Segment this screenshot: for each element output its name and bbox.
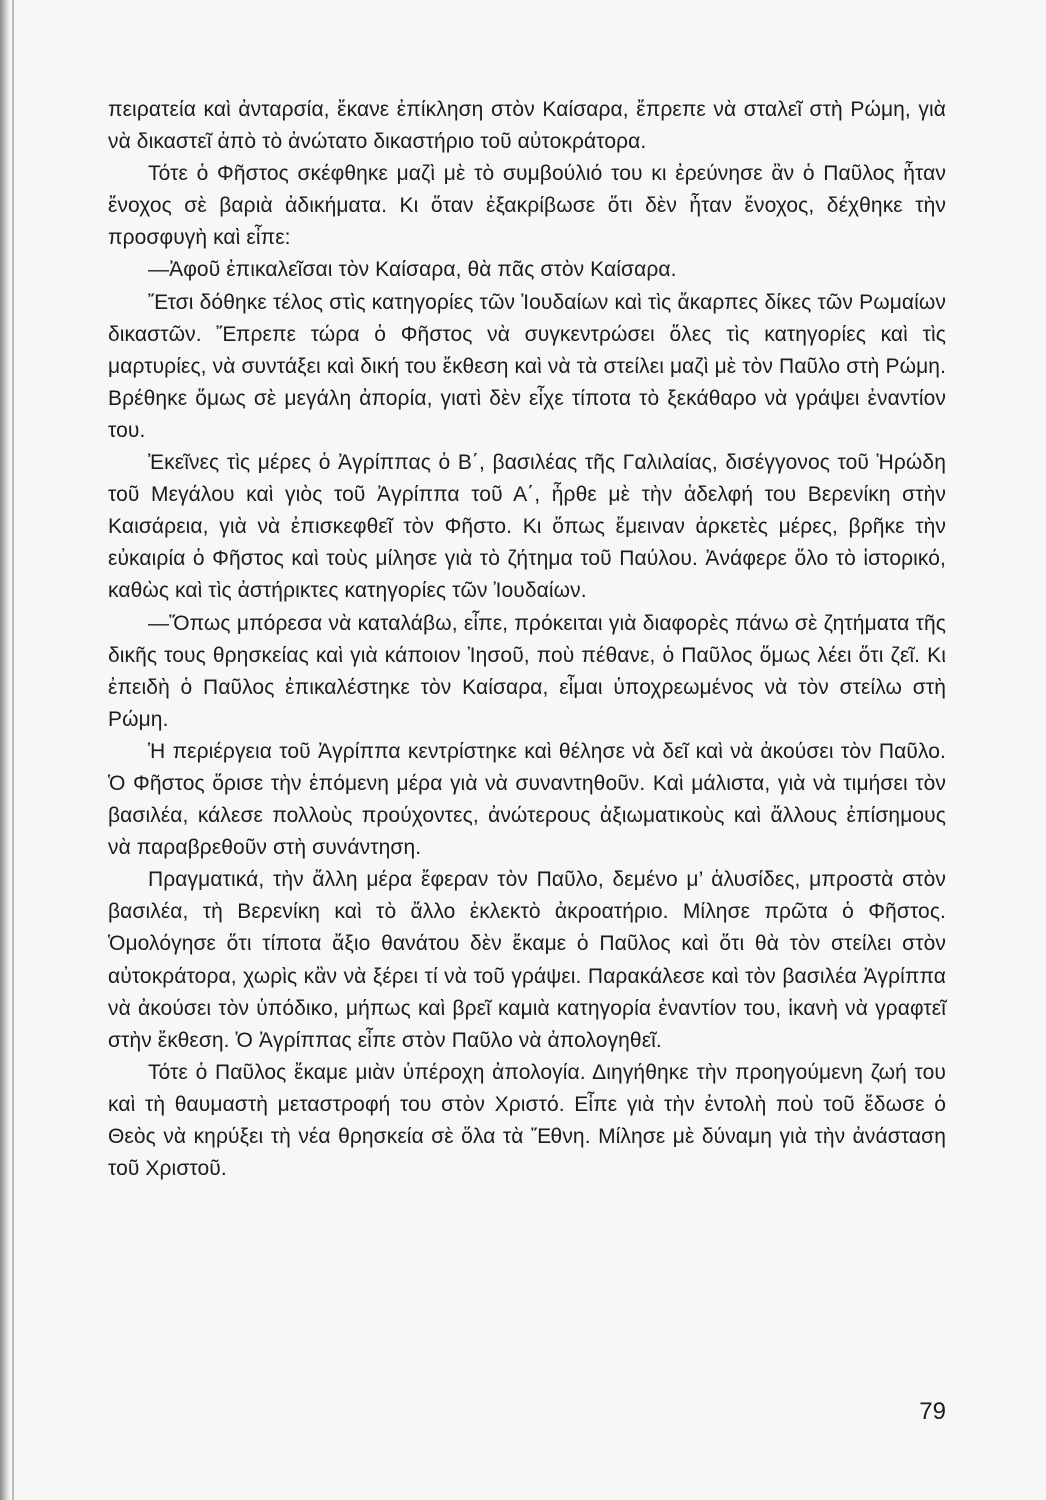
paragraph: Τότε ὁ Φῆστος σκέφθηκε μαζὶ μὲ τὸ συμβούλιό του κι ἐρεύνησε ἂν ὁ Παῦλος ἦταν ἔνοχος σὲ βαριὰ ἀδικήματα. Κι ὅταν ἐξακρίβωσε ὅτι δὲν ἦταν ἔνοχος, δέχθηκε τὴν προσφυγὴ καὶ εἶπε: [108, 162, 946, 250]
paragraph: Ἡ περιέργεια τοῦ Ἀγρίππα κεντρίστηκε καὶ θέλησε νὰ δεῖ καὶ νὰ ἀκούσει τὸν Παῦλο. Ὁ Φῆστος ὅρισε τὴν ἑπόμενη μέρα γιὰ νὰ συναντηθοῦν. Καὶ μάλιστα, γιὰ νὰ τιμήσει τὸν βασιλέα, κάλεσε πολλοὺς προύχοντες, ἀνώτερους ἀξιωματικοὺς καὶ ἄλλους ἐπίσημους νὰ παραβρεθοῦν στὴ συνάντηση. [108, 739, 946, 860]
paragraph: —Ἀφοῦ ἐπικαλεῖσαι τὸν Καίσαρα, θὰ πᾶς στὸν Καίσαρα. [148, 258, 677, 282]
paragraph: πειρατεία καὶ ἀνταρσία, ἔκανε ἐπίκληση στὸν Καίσαρα, ἔπρεπε νὰ σταλεῖ στὴ Ρώμη, γιὰ νὰ δικαστεῖ ἀπὸ τὸ ἀνώτατο δικαστήριο τοῦ αὐτοκράτορα. [108, 98, 946, 154]
page-number: 79 [919, 1398, 946, 1425]
paragraph: Ἔτσι δόθηκε τέλος στὶς κατηγορίες τῶν Ἰουδαίων καὶ τὶς ἄκαρπες δίκες τῶν Ρωμαίων δικαστῶν. Ἔπρεπε τώρα ὁ Φῆστος νὰ συγκεντρώσει ὅλες τὶς κατηγορίες καὶ τὶς μαρτυρίες, νὰ συντάξει καὶ δική του ἔκθεση καὶ νὰ τὰ στείλει μαζὶ μὲ τὸν Παῦλο στὴ Ρώμη. Βρέθηκε ὅμως σὲ μεγάλη ἀπορία, γιατὶ δὲν εἶχε τίποτα τὸ ξεκάθαρο νὰ γράψει ἐναντίον του. [108, 290, 946, 442]
body-text [108, 94, 946, 1185]
paragraph: Πραγματικά, τὴν ἄλλη μέρα ἔφεραν τὸν Παῦλο, δεμένο μ’ ἁλυσίδες, μπροστὰ στὸν βασιλέα, τὴ Βερενίκη καὶ τὸ ἄλλο ἐκλεκτὸ ἀκροατήριο. Μίλησε πρῶτα ὁ Φῆστος. Ὁμολόγησε ὅτι τίποτα ἄξιο θανάτου δὲν ἔκαμε ὁ Παῦλος καὶ ὅτι θὰ τὸν στείλει στὸν αὐτοκράτορα, χωρὶς κἂν νὰ ξέρει τί νὰ τοῦ γράψει. Παρακάλεσε καὶ τὸν βασιλέα Ἀγρίππα νὰ ἀκούσει τὸν ὑπόδικο, μήπως καὶ βρεῖ καμιὰ κατηγορία ἐναντίον του, ἱκανὴ νὰ γραφτεῖ στὴν ἔκθεση. Ὁ Ἀγρίππας εἶπε στὸν Παῦλο νὰ ἀπολογηθεῖ. [108, 868, 946, 1052]
paragraph: Τότε ὁ Παῦλος ἔκαμε μιὰν ὑπέροχη ἀπολογία. Διηγήθηκε τὴν προηγούμενη ζωή του καὶ τὴ θαυμαστὴ μεταστροφή του στὸν Χριστό. Εἶπε γιὰ τὴν ἐντολὴ ποὺ τοῦ ἔδωσε ὁ Θεὸς νὰ κηρύξει τὴ νέα θρησκεία σὲ ὅλα τὰ Ἔθνη. Μίλησε μὲ δύναμη γιὰ τὴν ἀνάσταση τοῦ Χριστοῦ. [108, 1060, 946, 1181]
binding-edge [12, 0, 14, 1500]
paragraph: —Ὅπως μπόρεσα νὰ καταλάβω, εἶπε, πρόκειται γιὰ διαφορὲς πάνω σὲ ζητήματα τῆς δικῆς τους θρησκείας καὶ γιὰ κάποιον Ἰησοῦ, ποὺ πέθανε, ὁ Παῦλος ὅμως λέει ὅτι ζεῖ. Κι ἐπειδὴ ὁ Παῦλος ἐπικαλέστηκε τὸν Καίσαρα, εἶμαι ὑποχρεωμένος νὰ τὸν στείλω στὴ Ρώμη. [108, 611, 946, 731]
paragraph: Ἐκεῖνες τὶς μέρες ὁ Ἀγρίππας ὁ Β΄, βασιλέας τῆς Γαλιλαίας, δισέγγονος τοῦ Ἡρώδη τοῦ Μεγάλου καὶ γιὸς τοῦ Ἀγρίππα τοῦ Α΄, ἦρθε μὲ τὴν ἀδελφή του Βερενίκη στὴν Καισάρεια, γιὰ νὰ ἐπισκεφθεῖ τὸν Φῆστο. Κι ὅπως ἔμειναν ἀρκετὲς μέρες, βρῆκε τὴν εὐκαιρία ὁ Φῆστος καὶ τοὺς μίλησε γιὰ τὸ ζήτημα τοῦ Παύλου. Ἀνάφερε ὅλο τὸ ἱστορικό, καθὼς καὶ τὶς ἀστήρικτες κατηγορίες τῶν Ἰουδαίων. [108, 451, 946, 603]
binding-shadow [0, 0, 10, 1500]
